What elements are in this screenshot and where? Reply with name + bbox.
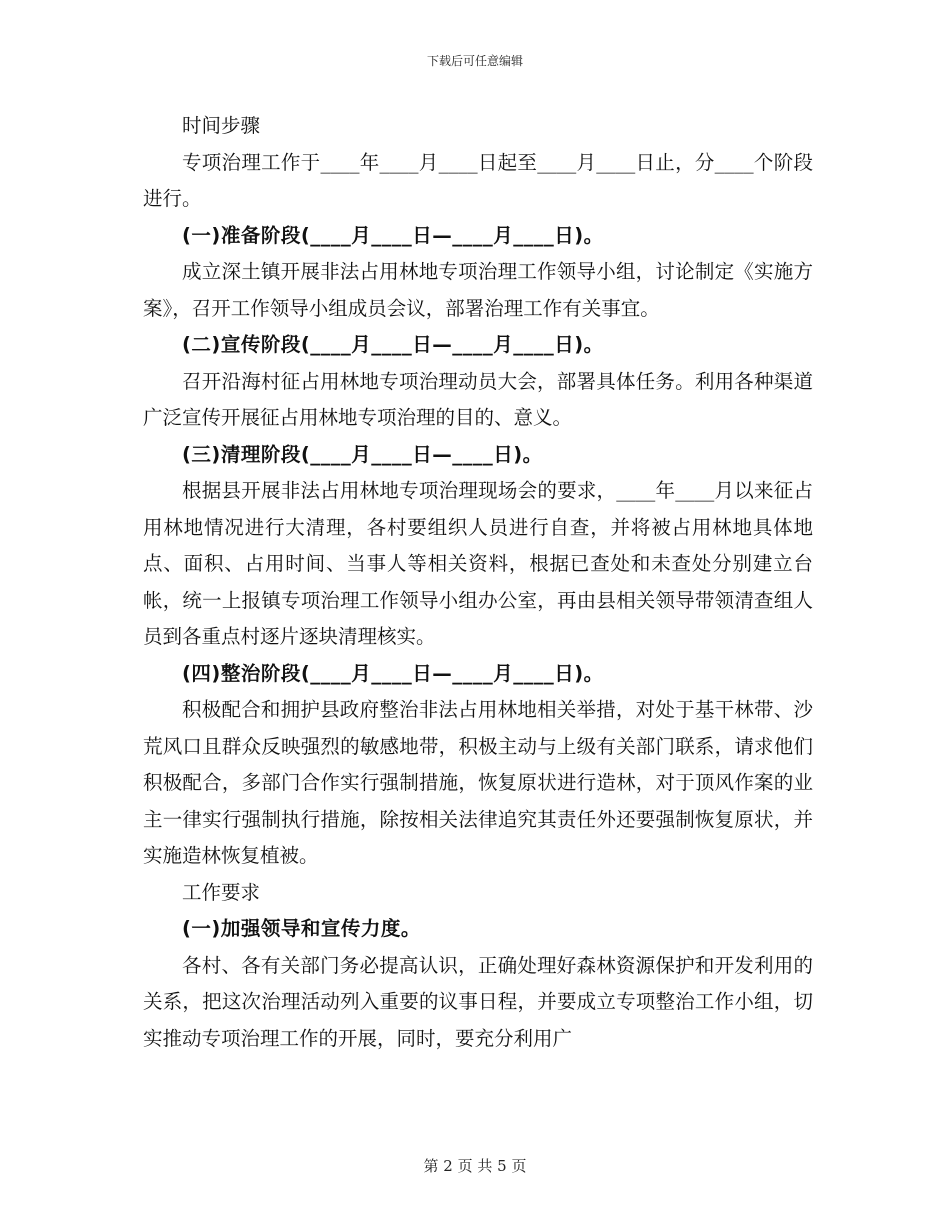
section-title-work-requirements: 工作要求 [182,880,261,904]
paragraph-leadership: 各村、各有关部门务必提高认识，正确处理好森林资源保护和开发利用的关系，把这次治理活动列入重要的议事日程，并要成立专项整治工作小组，切实推动专项治理工作的开展，同时，要充分利用广 [143,953,813,1050]
paragraph-publicity: 召开沿海村征占用林地专项治理动员大会，部署具体任务。利用各种渠道广泛宣传开展征占用林地专项治理的目的、意义。 [143,369,813,429]
paragraph-preparation: 成立深土镇开展非法占用林地专项治理工作领导小组，讨论制定《实施方案》，召开工作领导小组成员会议，部署治理工作有关事宜。 [143,260,813,320]
heading-cleanup-stage: (三)清理阶段(____月____日—____日)。 [182,442,543,466]
heading-preparation-stage: (一)准备阶段(____月____日—____月____日)。 [182,223,604,247]
paragraph-schedule: 专项治理工作于____年____月____日起至____月____日止，分____个阶段进行。 [143,150,813,210]
section-title-time-steps: 时间步骤 [182,114,261,137]
document-body [143,108,813,1057]
paragraph-cleanup: 根据县开展非法占用林地专项治理现场会的要求，____年____月以来征占用林地情况进行大清理，各村要组织人员进行自查，并将被占用林地具体地点、面积、占用时间、当事人等相关资料，根据已查处和未查处分别建立台帐，统一上报镇专项治理工作领导小组办公室，再由县相关领导带领清查组人员到各重点村逐片逐块清理核实。 [143,479,813,648]
paragraph-rectification: 积极配合和拥护县政府整治非法占用林地相关举措，对处于基干林带、沙荒风口且群众反映强烈的敏感地带，积极主动与上级有关部门联系，请求他们积极配合，多部门合作实行强制措施，恢复原状进行造林，对于顶风作案的业主一律实行强制执行措施，除按相关法律追究其责任外还要强制恢复原状，并实施造林恢复植被。 [143,698,813,867]
page-header: 下载后可任意编辑 [426,54,523,68]
heading-rectification-stage: (四)整治阶段(____月____日—____月____日)。 [182,661,604,685]
heading-leadership: (一)加强领导和宣传力度。 [182,917,421,940]
page-number: 第 2 页 共 5 页 [423,1157,527,1175]
heading-publicity-stage: (二)宣传阶段(____月____日—____月____日)。 [182,333,604,356]
